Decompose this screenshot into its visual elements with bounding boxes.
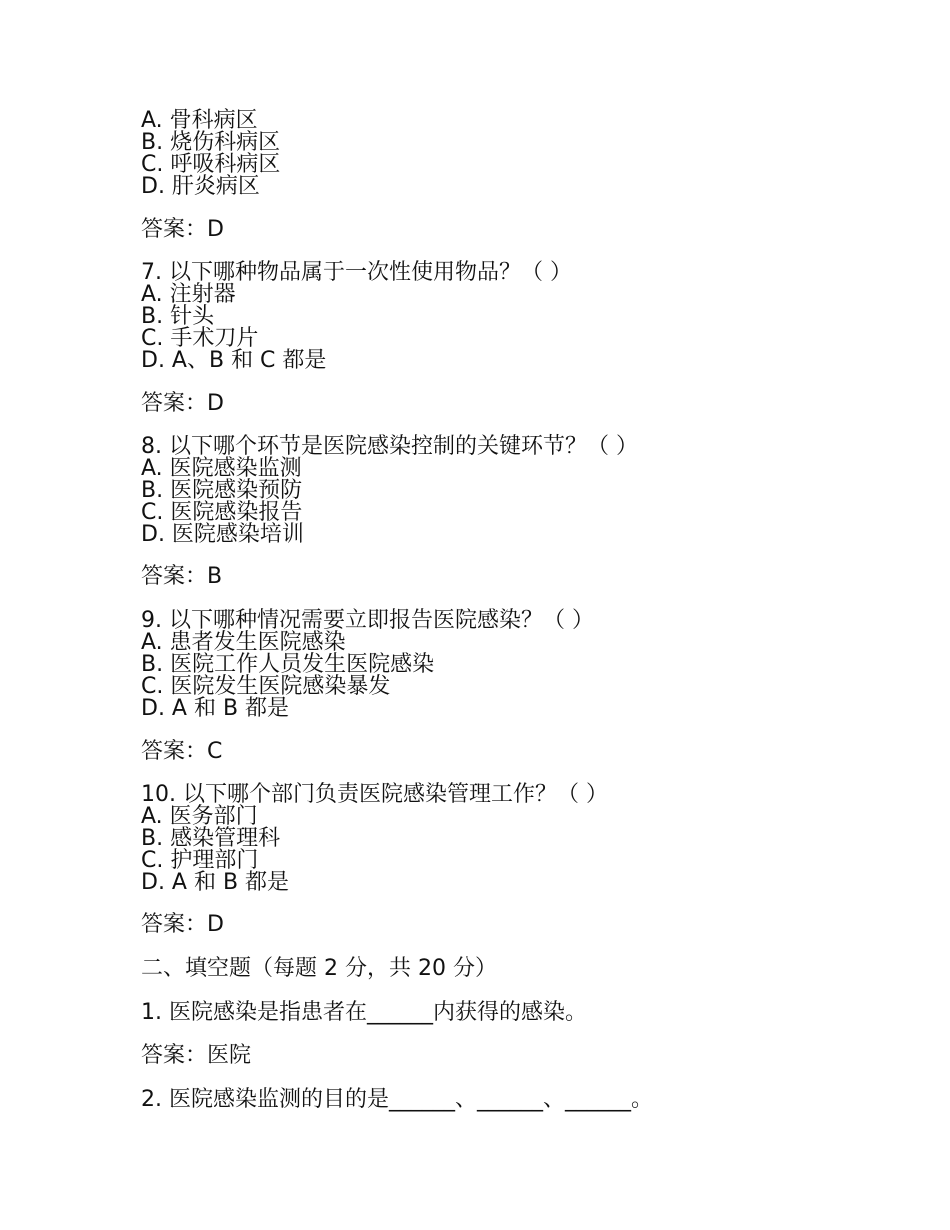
option-line: B. 针头 (141, 304, 215, 329)
option-line: C. 医院感染报告 (141, 500, 303, 525)
question-line: 9. 以下哪种情况需要立即报告医院感染？（ ） (141, 608, 594, 633)
option-line: A. 医院感染监测 (141, 456, 302, 481)
option-line: B. 医院感染预防 (141, 478, 303, 503)
option-line: A. 患者发生医院感染 (141, 630, 346, 655)
option-line: A. 医务部门 (141, 804, 258, 829)
option-line: A. 注射器 (141, 282, 236, 307)
question-line: 2. 医院感染监测的目的是______、______、______。 (141, 1087, 653, 1112)
option-line: C. 护理部门 (141, 848, 259, 873)
option-line: D. 肝炎病区 (141, 174, 260, 199)
answer-line: 答案：医院 (141, 1043, 252, 1068)
option-line: B. 烧伤科病区 (141, 130, 281, 155)
option-line: B. 感染管理科 (141, 826, 281, 851)
option-line: C. 呼吸科病区 (141, 152, 281, 177)
option-line: D. A 和 B 都是 (141, 870, 290, 895)
option-line: C. 手术刀片 (141, 326, 259, 351)
section-heading: 二、填空题（每题 2 分，共 20 分） (141, 956, 497, 981)
question-line: 10. 以下哪个部门负责医院感染管理工作？（ ） (141, 782, 608, 807)
option-line: B. 医院工作人员发生医院感染 (141, 652, 435, 677)
option-line: C. 医院发生医院感染暴发 (141, 674, 391, 699)
option-line: A. 骨科病区 (141, 108, 258, 133)
question-line: 7. 以下哪种物品属于一次性使用物品？（ ） (141, 260, 572, 285)
option-line: D. A 和 B 都是 (141, 696, 290, 721)
question-line: 1. 医院感染是指患者在______内获得的感染。 (141, 1000, 587, 1025)
option-line: D. A、B 和 C 都是 (141, 348, 327, 373)
answer-line: 答案：D (141, 217, 224, 242)
option-line: D. 医院感染培训 (141, 522, 304, 547)
question-line: 8. 以下哪个环节是医院感染控制的关键环节？（ ） (141, 434, 638, 459)
answer-line: 答案：D (141, 391, 224, 416)
answer-line: 答案：D (141, 912, 224, 937)
answer-line: 答案：B (141, 564, 223, 589)
answer-line: 答案：C (141, 739, 223, 764)
